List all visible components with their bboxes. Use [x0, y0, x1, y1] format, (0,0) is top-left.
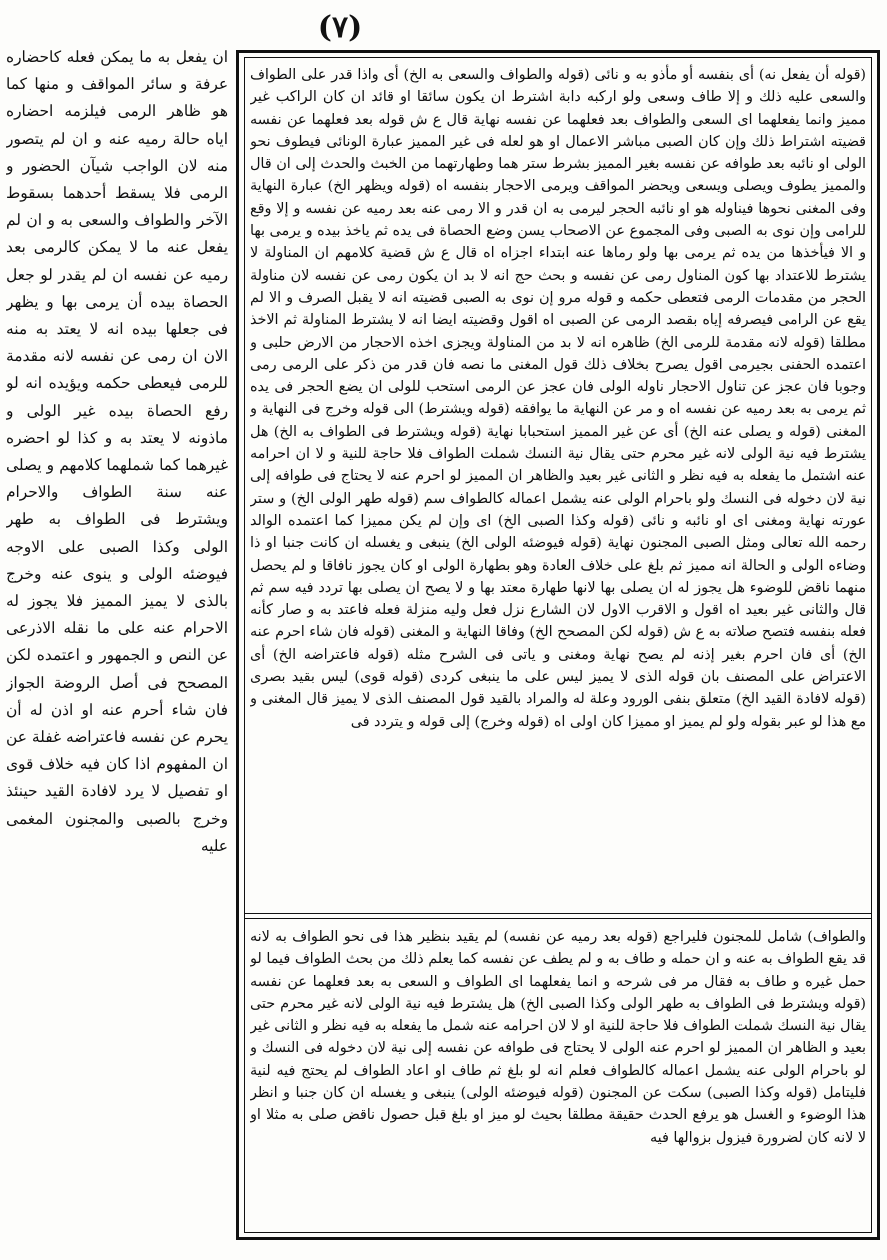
main-commentary-text: (قوله أن يفعل نه) أى بنفسه أو مأذو به و نائى (قوله والطواف والسعى به الخ) أى واذا قدر على الطواف والسعى عليه ذلك و إلا طاف وسعى ولو اركبه دابة اشترط ان يكون سائقا او قائد ان كان الراكب غير مميز وانما يفعلهما اى السعى والطواف بعد فعلهما عن نفسه نهاية قال ع ش قوله بعد فعلهما عن نفسه قضيته اشتراط ذلك وإن كان الصبى مباشر الاعمال او هو لعله فى غير المميز عبارة الونائى فيطوف نحو الولى او نائبه بعد طوافه عن نفسه بغير المميز بشرط ستر هما وطهارتهما من الخبث والحدث إلى ان قال والمميز يطوف ويصلى ويسعى ويحضر المواقف ويرمى الاحجار بنفسه اه (قوله ويظهر الخ) عبارة النهاية وفى المغنى نحوها فيناوله هو او نائبه الحجر ليرمى به ان قدر و الا رمى عنه بعد رميه عن نفسه و إلا وقع للرامى وإن نوى به الصبى وفى المجموع عن الاصحاب يسن وضع الحصاة فى يده ثم ياخذ بيده و يرمى بها و الا فيأخذها من يده ثم يرمى بها ولو رماها عنه ابتداء اجزاه اه قال ع ش قضية كلامهم ان المناولة لا يشترط للاعتداد بها كون المناول رمى عن نفسه و بحث حج انه لا بد ان يكون رمى عن نفسه لان مناولة الحجر من مقدمات الرمى فتعطى حكمه و قوله مرو إن نوى به الصبى قضيته انه لا يقبل الصرف و الا لم يقع عن الرامى فيصرفه إياه بقصد الرمى عن الصبى اه اقول وقضيته ايضا انه لا يشترط المناولة ثم الاخذ مطلقا (قوله لانه مقدمة للرمى الخ) ظاهره انه لا بد من المناولة ويجزى اخذه الاحجار من الارض حلبى و اعتمده الحفنى بجيرمى اقول يصرح بخلاف ذلك قول المغنى ما نصه فان قدر من ذكر على الرمى رمى وجوبا فان عجز عن تناول الاحجار ناوله الولى فان عجز عن الرمى استحب للولى ان يضع الحجر فى يده ثم يرمى به بعد رميه عن نفسه اه و مر عن النهاية ما يوافقه (قوله ويشترط) الى قوله وخرج فى النهاية و المغنى (قوله و يصلى عنه الخ) أى عن غير المميز استحبابا نهاية (قوله ويشترط فى الطواف به الخ) هل يشترط فيه نية الولى لانه غير محرم حتى يقال نية النسك شملت الطواف فلا حاجة للنية و لا ان احرامه عنه اشتمل ما يفعله به فيه نظر و الثانى غير بعيد والظاهر ان المميز لو احرم عنه لا يحتاج فى طوافه إلى نية لان دخوله فى النسك ولو باحرام الولى عنه يشمل اعماله كالطواف سم (قوله طهر الولى الخ) و ستر عورته نهاية ومغنى اى او نائبه و نائى (قوله وكذا الصبى الخ) اى وإن لم يكن مميزا كما اعتمده الوالد رحمه الله تعالى ومثل الصبى المجنون نهاية (قوله فيوضئه الولى الخ) ينبغى و يغسله ان كانت جنبا او ذا وضاءه الولى و الحالة انه مميز ثم بلغ على خلاف العادة وهو بطهارة الولى او كان يجوز نافاقا و لم يحصل منهما ناقض للوضوء هل يجوز له ان يصلى بها لانها طهارة معتد بها و لا يصح ان يصلى بها تردد فيه سم ثم قال والثانى غير بعيد اه اقول و الاقرب الاول لان الشارع نزل فعل وليه منزلة فعله فاعتد به و صار كأنه فعله بنفسه فتصح صلاته به ع ش (قوله لكن المصحح الخ) وفاقا النهاية و المغنى (قوله فان شاء احرم عنه الخ) أى فان احرم بغير إذنه لم يصح نهاية ومغنى و ياتى فى الشرح مثله (قوله فاعتراضه الخ) أى الاعتراض على المصنف بان قوله الذى لا يميز ليس على ما ينبغى كردى (قوله قوى) ليس بقيد بصرى (قوله لافادة القيد الخ) متعلق بنفى الورود وعلة له والمراد بالقيد قول المصنف الذى لا يميز قال المغنى و مع هذا لو عبر بقوله ولو لم يميز او مميزا كان اولى اه (قوله وخرج) إلى قوله و يتردد فى: [250, 67, 866, 730]
footnote-divider: [244, 913, 872, 919]
margin-matn-text: ان يفعل به ما يمكن فعله كاحضاره عرفة و سائر المواقف و منها كما هو ظاهر الرمى فيلزمه احضاره اياه حالة رميه عنه و ان لم يتصور منه لان الواجب شيآن الحضور و الرمى فلا يسقط أحدهما بسقوط الآخر والطواف والسعى به و ان لم يفعل عنه ما لا يمكن كالرمى بعد رميه عن نفسه ان لم يقدر لو جعل الحصاة بيده أن يرمى بها و يظهر فى جعلها بيده انه لا يعتد به منه الان ان رمى عن نفسه لانه مقدمة للرمى فيعطى حكمه ويؤيده انه لو رفع الحصاة بيده غير الولى و ماذونه لا يعتد به و كذا لو احضره غيرهما كما شملهما كلامهم و يصلى عنه سنة الطواف والاحرام ويشترط فى الطواف به طهر الولى وكذا الصبى على الاوجه فيوضئه الولى و ينوى عنه وخرج بالذى لا يميز المميز فلا يجوز له الاحرام عنه على ما نقله الاذرعى عن النص و الجمهور و اعتمده لكن المصحح فى أصل الروضة الجواز فان شاء أحرم عنه او اذن له أن يحرم عن نفسه فاعتراضه غفلة عن ان المفهوم اذا كان فيه خلاف قوى او تفصيل لا يرد لافادة القيد حينئذ وخرج بالصبى والمجنون المغمى عليه: [6, 48, 228, 855]
footnote-commentary-text: والطواف) شامل للمجنون فليراجع (قوله بعد رميه عن نفسه) لم يقيد بنظير هذا فى نحو الطواف به لانه قد يقع الطواف به عنه و ان حمله و طاف به و لم يطف عن نفسه كما يعلم ذلك من بحث الطواف فيما لو حمل غيره و طاف به فقال مر فى شرحه و انما يفعلهما اى الطواف و السعى به بعد فعلهما عن نفسه (قوله ويشترط فى الطواف به طهر الولى وكذا الصبى الخ) هل يشترط فيه نية الولى لانه غير محرم حتى يقال نية النسك شملت الطواف فلا حاجة للنية او لا لان احرامه عنه شمل ما يفعله به فيه نظر و الثانى غير بعيد و الظاهر ان المميز لو احرم عنه الولى لا يحتاج فى طوافه عن نفسه إلى نية لان دخوله فى النسك و لو باحرام الولى عنه يشمل اعماله كالطواف فعلم انه لو بلغ ثم طاف او اعاد الطواف لم يحتج فيه لنية فليتامل (قوله وكذا الصبى) سكت عن المجنون (قوله فيوضئه الولى) ينبغى و يغسله ان كان جنبا و انظر هذا الوضوء و الغسل هو يرفع الحدث حقيقة مطلقا بحيث لو ميز او بلغ قبل حصول ناقض صلى به مثلا او لا لانه كان لضرورة فيزول بزوالها فيه: [250, 929, 866, 1146]
page-number: (٧): [317, 10, 363, 45]
